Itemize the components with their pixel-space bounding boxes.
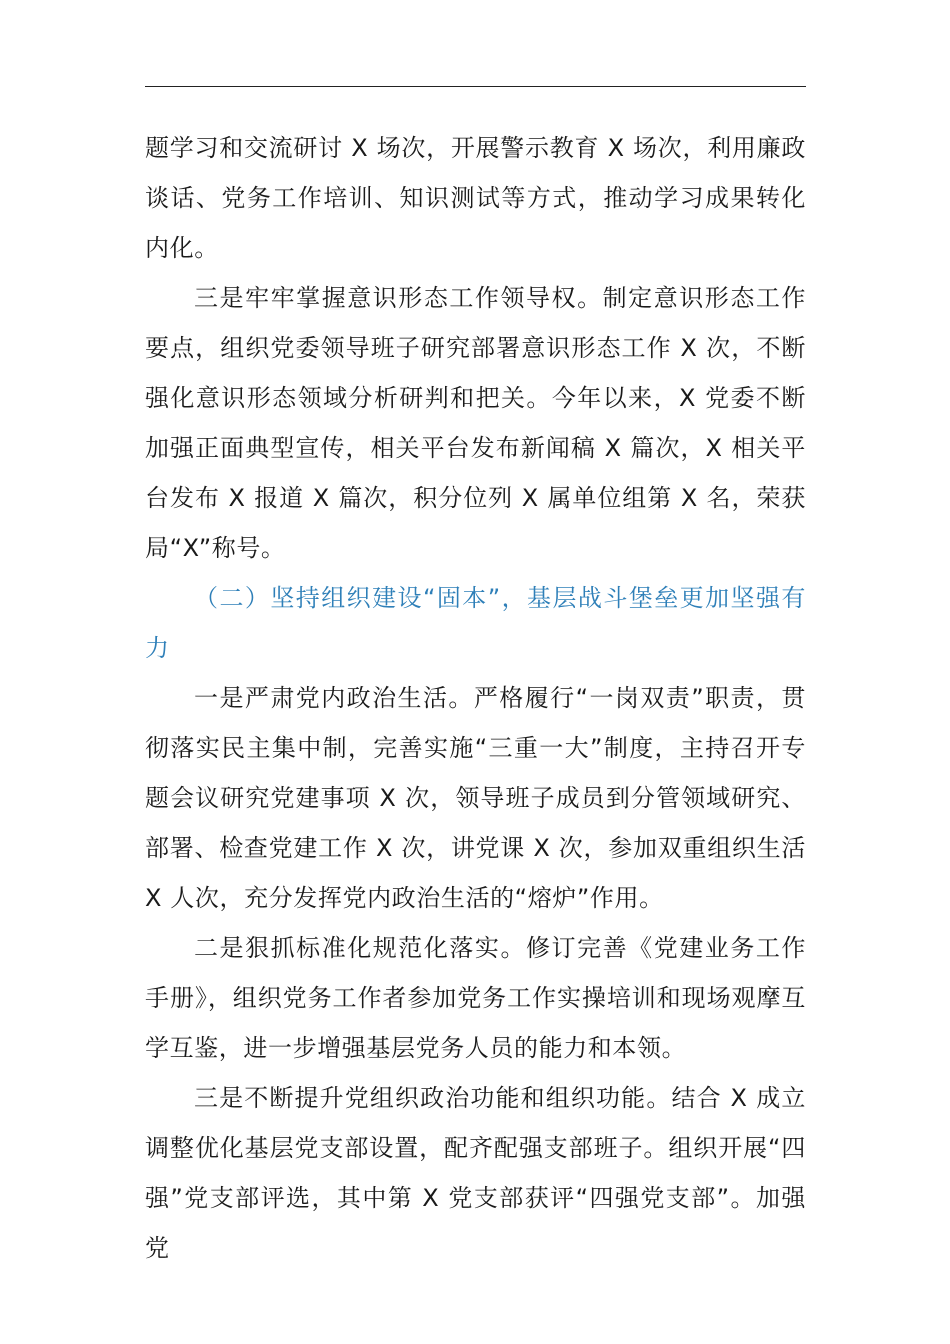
document-body: [145, 123, 806, 1273]
paragraph-organization-function: 三是不断提升党组织政治功能和组织功能。结合 X 成立调整优化基层党支部设置，配齐配强支部班子。组织开展“四强”党支部评选，其中第 X 党支部获评“四强党支部”。加强党: [145, 1084, 806, 1262]
paragraph-standardization: 二是狠抓标准化规范化落实。修订完善《党建业务工作手册》，组织党务工作者参加党务工作实操培训和现场观摩互学互鉴，进一步增强基层党务人员的能力和本领。: [145, 934, 806, 1062]
section-heading-organization-building: （二）坚持组织建设“固本”，基层战斗堡垒更加坚强有力: [145, 584, 806, 662]
paragraph-study-continuation: 题学习和交流研讨 X 场次，开展警示教育 X 场次，利用廉政谈话、党务工作培训、知识测试等方式，推动学习成果转化内化。: [145, 134, 806, 262]
paragraph-party-political-life: 一是严肃党内政治生活。严格履行“一岗双责”职责，贯彻落实民主集中制，完善实施“三重一大”制度，主持召开专题会议研究党建事项 X 次，领导班子成员到分管领域研究、部署、检查党建工作 X 次，讲党课 X 次，参加双重组织生活 X 人次，充分发挥党内政治生活的“熔炉”作用。: [145, 684, 806, 912]
paragraph-ideology-work: 三是牢牢掌握意识形态工作领导权。制定意识形态工作要点，组织党委领导班子研究部署意识形态工作 X 次，不断强化意识形态领域分析研判和把关。今年以来，X 党委不断加强正面典型宣传，相关平台发布新闻稿 X 篇次，X 相关平台发布 X 报道 X 篇次，积分位列 X 属单位组第 X 名，荣获局“X”称号。: [145, 284, 806, 562]
header-rule: [145, 86, 806, 87]
